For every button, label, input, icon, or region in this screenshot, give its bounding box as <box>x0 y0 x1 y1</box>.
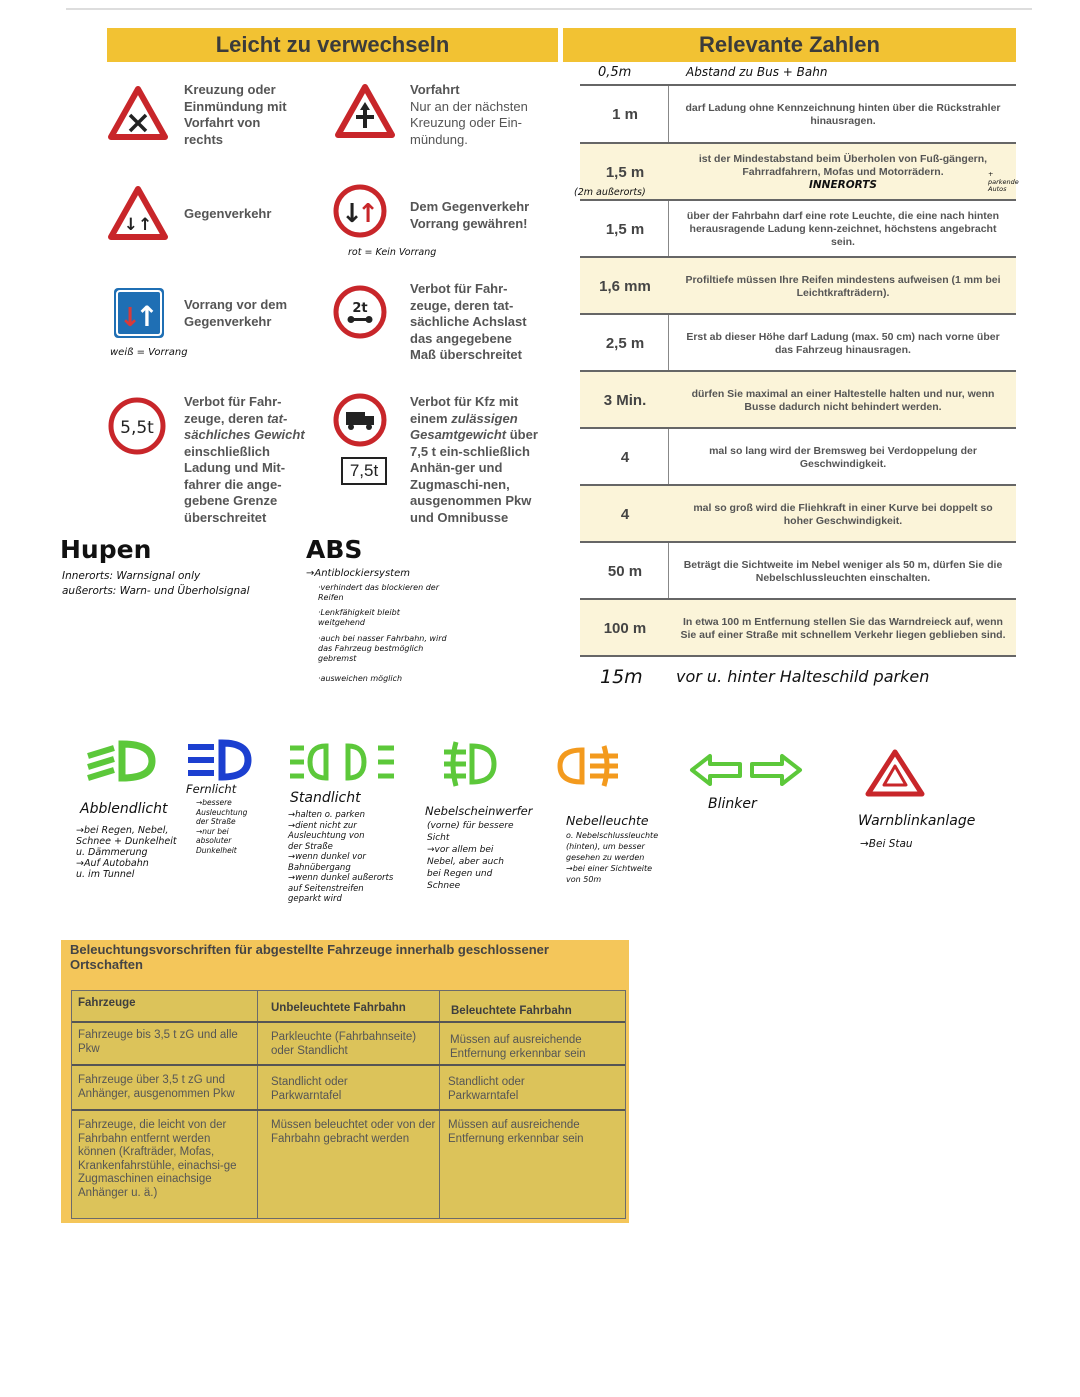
abs-line-1: →Antiblockiersystem <box>306 568 410 579</box>
row-desc: darf Ladung ohne Kennzeichnung hinten über die Rückstrahler hinausragen. <box>685 101 1001 127</box>
lighting-rules-grid <box>71 990 626 1219</box>
grid-line <box>72 1109 625 1111</box>
row-note-parkende-autos: + parkende Autos <box>988 170 1019 193</box>
truck-label-a: Verbot für Kfz mit einem <box>410 394 519 426</box>
hazard-warning-icon <box>864 748 926 798</box>
number-row <box>580 372 1016 429</box>
abs-line-2: ·verhindert das blockieren der Reifen <box>318 583 439 602</box>
row-number: 4 <box>620 449 630 466</box>
top-rule <box>66 8 1032 10</box>
row-desc-text: ist der Mindestabstand beim Überholen von Fuß-gängern, Fahrradfahrern, Mofas und Motorrädern. <box>698 153 988 178</box>
sign-label-crossing: Kreuzung oder Einmündung mit Vorfahrt von rechts <box>184 82 287 147</box>
row-desc: Beträgt die Sichtweite im Nebel weniger als 50 m, dürfen Sie die Nebelschlussleuchten einschalten. <box>683 558 1003 584</box>
row-number: 2,5 m <box>605 335 645 352</box>
svg-text:↓↑: ↓↑ <box>123 215 153 235</box>
note-line: Nebel, aber auch <box>427 857 504 867</box>
note-line: bei Regen und <box>427 869 493 879</box>
note-line: →Auf Autobahn <box>76 858 149 869</box>
light-notes-fernlicht <box>196 798 247 855</box>
bottom-number: 15m <box>600 666 643 688</box>
note-line: u. im Tunnel <box>76 869 135 880</box>
light-name-standlicht: Standlicht <box>290 790 361 806</box>
parking-light-icon <box>288 742 398 782</box>
top-number: 0,5m <box>598 65 632 80</box>
light-name-blinker: Blinker <box>708 796 757 812</box>
note-line: geparkt wird <box>288 894 342 904</box>
number-row <box>580 543 1016 600</box>
note-line: gesehen zu werden <box>566 853 645 862</box>
light-notes-nebelleuchte <box>566 830 658 885</box>
light-notes-abblendlicht <box>76 825 186 880</box>
light-notes-warnblinkanlage: →Bei Stau <box>860 838 913 850</box>
note-line: →nur bei <box>196 826 229 836</box>
row-number: 1,5 m <box>605 221 645 238</box>
hupen-title: Hupen <box>60 535 152 564</box>
bottom-number-desc: vor u. hinter Halteschild parken <box>676 667 930 686</box>
lighting-rules-title: Beleuchtungsvorschriften für abgestellte Fahrzeuge innerhalb geschlossener Ortschaften <box>70 942 549 972</box>
row-number: 1,6 mm <box>599 278 651 295</box>
priority-over-oncoming-icon <box>114 288 164 338</box>
vorfahrt-title: Vorfahrt <box>410 82 460 97</box>
abs-line-3: ·Lenkfähigkeit bleibt weitgehend <box>318 608 400 627</box>
row-desc: Profiltiefe müssen Ihre Reifen mindestens aufweisen (1 mm bei Leichtkrafträdern). <box>685 273 1001 299</box>
number-row <box>580 258 1016 315</box>
light-name-warnblinkanlage: Warnblinkanlage <box>858 813 976 829</box>
row-number: 1 m <box>612 106 638 123</box>
light-name-fernlicht: Fernlicht <box>186 782 237 796</box>
table-cell: Parkleuchte (Fahrbahnseite) oder Standlicht <box>271 1031 417 1057</box>
hupen-line-2: außerorts: Warn- und Überholsignal <box>62 585 250 597</box>
priority-next-crossing-icon <box>335 84 395 138</box>
truck-label-b: über 7,5 t ein-schließlich Anhän-ger und Zugmaschi-nen, ausgenommen Pkw und Omnibusse <box>410 427 538 525</box>
table-header: Fahrzeuge <box>78 997 136 1009</box>
crossing-priority-right-icon <box>108 86 168 140</box>
note-line: der Straße <box>196 817 236 826</box>
row-number: 100 m <box>603 620 647 637</box>
note-line: o. Nebelschlussleuchte <box>566 831 659 840</box>
note-line: Dunkelheit <box>196 845 237 855</box>
sign-label-axle: Verbot für Fahr-zeuge, deren tat-sächliche Achslast das angegebene Maß überschreitet <box>410 281 527 362</box>
number-row <box>580 600 1016 657</box>
row-desc <box>670 153 1019 193</box>
note-line: →bei einer Sichtweite <box>566 864 653 873</box>
note-line: (vorne) für bessere <box>427 821 514 831</box>
note-line: von 50m <box>566 875 602 884</box>
grid-line <box>72 1021 625 1023</box>
light-notes-standlicht <box>288 810 393 905</box>
note-line: u. Dämmerung <box>76 847 148 858</box>
truck-ban-plate: 7,5t <box>341 457 387 485</box>
svg-text:↓: ↓ <box>119 303 141 333</box>
note-line: →bessere <box>196 798 232 807</box>
axle-load-limit-icon <box>333 285 387 339</box>
svg-text:↓: ↓ <box>341 199 363 229</box>
weight-label-b: einschließlich Ladung und Mit-fahrer die ange-gebene Grenze überschreitet <box>184 443 286 525</box>
note-line: Schnee + Dunkelheit <box>76 836 177 847</box>
sign-label-truck <box>410 394 550 526</box>
note-line: Schnee <box>427 881 461 891</box>
table-cell: Fahrzeuge, die leicht von der Fahrbahn entfernt werden können (Krafträder, Mofas, Krankenfahrstühle, einachsi-ge Zugmaschinen einachsige Anhänger u. ä.) <box>78 1119 237 1199</box>
table-cell: Fahrzeuge bis 3,5 t zG und alle Pkw <box>78 1029 238 1055</box>
row-note-aussenorts: (2m außerorts) <box>574 187 646 198</box>
rear-fog-light-icon <box>556 744 624 788</box>
note-line: →vor allem bei <box>427 845 494 855</box>
abs-title: ABS <box>306 535 363 564</box>
light-name-nebelscheinwerfer: Nebelscheinwerfer <box>425 804 533 818</box>
low-beam-icon <box>82 738 160 784</box>
number-row <box>580 486 1016 543</box>
lighting-rules-table <box>61 940 629 1223</box>
weight-sign-text: 5,5t <box>120 418 154 438</box>
turn-signal-icon <box>688 752 804 788</box>
note-line: Sicht <box>427 833 450 843</box>
row-desc-extra: INNERORTS <box>808 179 877 191</box>
front-fog-light-icon <box>440 740 498 788</box>
abs-line-4: ·auch bei nasser Fahrbahn, wird das Fahrzeug bestmöglich gebremst <box>318 634 447 663</box>
right-header: Relevante Zahlen <box>563 28 1016 62</box>
row-number: 50 m <box>607 563 643 580</box>
number-row <box>580 429 1016 486</box>
row-desc: mal so lang wird der Bremsweg bei Verdoppelung der Geschwindigkeit. <box>709 444 977 470</box>
table-header: Beleuchtete Fahrbahn <box>451 1005 572 1017</box>
give-way-oncoming-icon <box>333 184 387 238</box>
note-line: absoluter <box>196 836 232 845</box>
weight-limit-icon <box>108 397 166 455</box>
grid-line <box>257 991 258 1218</box>
row-divider <box>580 655 1016 657</box>
note-line: Ausleuchtung <box>196 807 248 817</box>
note-weiss-vorrang: weiß = Vorrang <box>110 347 188 358</box>
number-row <box>580 86 1016 143</box>
top-number-desc: Abstand zu Bus + Bahn <box>686 65 828 79</box>
note-line: Bahnübergang <box>288 862 351 873</box>
left-header: Leicht zu verwechseln <box>107 28 558 62</box>
row-desc: In etwa 100 m Entfernung stellen Sie das Warndreieck auf, wenn Sie auf einer Straße mit schnellem Verkehr liegen geblieben sind. <box>680 615 1006 641</box>
note-line: (hinten), um besser <box>566 842 645 851</box>
sign-label-vorrang: Vorrang vor dem Gegenverkehr <box>184 297 288 329</box>
hupen-line-1: Innerorts: Warnsignal only <box>62 570 201 582</box>
note-line: →bei Regen, Nebel, <box>76 825 169 836</box>
svg-text:↑: ↑ <box>135 300 159 333</box>
note-rot-kein-vorrang: rot = Kein Vorrang <box>348 247 437 258</box>
row-desc: mal so groß wird die Fliehkraft in einer Kurve bei doppelt so hoher Geschwindigkeit. <box>693 501 993 527</box>
table-cell: Müssen auf ausreichende Entfernung erkennbar sein <box>450 1034 586 1060</box>
table-cell: Müssen beleuchtet oder von der Fahrbahn gebracht werden <box>271 1119 436 1145</box>
weight-label-a: Verbot für Fahr-zeuge, deren <box>184 394 282 426</box>
note-line: Ausleuchtung von <box>288 831 365 841</box>
truck-ban-icon <box>333 393 387 447</box>
light-name-nebelleuchte: Nebelleuchte <box>566 813 649 828</box>
svg-text:↑: ↑ <box>357 199 379 229</box>
high-beam-icon <box>184 738 254 782</box>
note-line: →halten o. parken <box>288 810 365 820</box>
note-line: →dient nicht zur <box>288 820 357 831</box>
note-line: der Straße <box>288 841 333 852</box>
sign-label-weight <box>184 394 314 526</box>
table-header: Unbeleuchtete Fahrbahn <box>271 1002 406 1014</box>
row-desc: Erst ab dieser Höhe darf Ladung (max. 50 cm) nach vorne über das Fahrzeug hinausragen. <box>686 330 1000 356</box>
sign-label-vorfahrt <box>410 82 540 148</box>
note-line: →wenn dunkel außerorts <box>288 873 394 883</box>
row-number: 3 Min. <box>603 392 647 409</box>
row-desc: dürfen Sie maximal an einer Haltestelle halten und nur, wenn Busse dadurch nicht behindert werden. <box>691 387 995 413</box>
axle-sign-text: 2t <box>352 301 368 316</box>
grid-line <box>72 1064 625 1066</box>
table-cell: Standlicht oder Parkwarntafel <box>448 1076 525 1102</box>
table-cell: Müssen auf ausreichende Entfernung erkennbar sein <box>448 1119 584 1145</box>
abs-line-5: ·ausweichen möglich <box>318 674 403 683</box>
row-number: 4 <box>620 506 630 523</box>
table-cell: Fahrzeuge über 3,5 t zG und Anhänger, ausgenommen Pkw <box>78 1074 235 1100</box>
table-cell: Standlicht oder Parkwarntafel <box>271 1076 348 1102</box>
grid-line <box>439 991 440 1218</box>
sign-label-give-way: Dem Gegenverkehr Vorrang gewähren! <box>410 199 530 231</box>
note-line: auf Seitenstreifen <box>288 883 364 894</box>
row-number: 1,5 m <box>605 164 645 181</box>
truck-label-i: zulässigen Gesamtgewicht <box>410 410 518 442</box>
note-line: →wenn dunkel vor <box>288 852 366 862</box>
row-desc: über der Fahrbahn darf eine rote Leuchte, die eine nach hinten herausragende Ladung kenn-zeichnet, höchstens angebracht sein. <box>686 210 1000 248</box>
oncoming-traffic-icon <box>108 186 168 240</box>
light-name-abblendlicht: Abblendlicht <box>80 801 168 817</box>
number-row <box>580 201 1016 258</box>
weight-label-i: tat-sächliches Gewicht <box>184 410 305 442</box>
vorfahrt-sub: Nur an der nächsten Kreuzung oder Ein-mündung. <box>410 98 528 147</box>
sign-label-gegenverkehr: Gegenverkehr <box>184 206 272 221</box>
number-row <box>580 315 1016 372</box>
light-notes-nebelscheinwerfer <box>427 820 514 892</box>
